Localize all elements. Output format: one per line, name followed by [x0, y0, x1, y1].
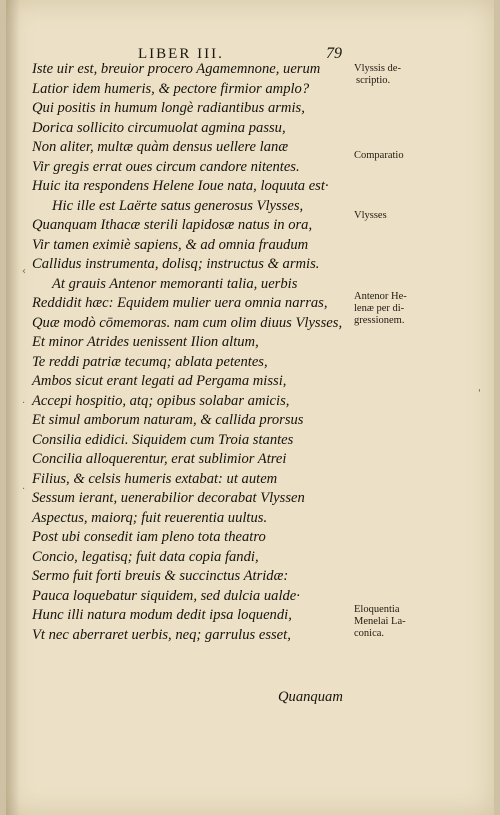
verse-line: Pauca loquebatur siquidem, sed dulcia ualde·	[32, 587, 300, 604]
verse-line: Vt nec aberraret uerbis, neq; garrulus esset,	[32, 626, 291, 643]
margin-note	[354, 210, 434, 222]
margin-tick-mark: '	[478, 388, 481, 399]
verse-line: Et simul amborum naturam, & callida prorsus	[32, 412, 304, 428]
verse-line: Iste uir est, breuior procero Agamemnone, uerum	[32, 61, 321, 77]
verse-line: Vir gregis errat oues circum candore nitentes.	[32, 158, 300, 175]
verse-line: Callidus instrumenta, dolisq; instructus & armis.	[32, 256, 320, 272]
verse-block	[32, 60, 352, 645]
margin-tick-mark: ‹	[22, 266, 26, 277]
verse-line: Quæ modò cōmemoras. nam cum olim diuus Vlysses,	[32, 314, 343, 331]
verse-line: Concio, legatisq; fuit data copia fandi,	[32, 548, 259, 565]
margin-note-line: Antenor He-	[354, 291, 407, 302]
verse-line: Reddidit hæc: Equidem mulier uera omnia narras,	[32, 295, 328, 311]
margin-note-line: scriptio.	[356, 75, 391, 86]
verse-line: At grauis Antenor memoranti talia, uerbis	[52, 275, 298, 292]
margin-note	[354, 291, 434, 327]
verse-line: Aspectus, maiorq; fuit reuerentia uultus.	[32, 509, 268, 526]
verse-line: Latior idem humeris, & pectore firmior amplo?	[32, 80, 310, 97]
verse-line: Dorica sollicito circumuolat agmina passu,	[32, 119, 286, 136]
folio-number: 79	[326, 45, 342, 62]
margin-tick-mark: ·	[22, 398, 26, 409]
margin-note-line: lenæ per di-	[354, 303, 405, 314]
verse-line: Sessum ierant, uenerabilior decorabat Vlyssen	[32, 490, 305, 506]
margin-note-line: Vlysses	[354, 210, 387, 221]
verse-line: Accepi hospitio, atq; opibus solabar amicis,	[32, 392, 290, 409]
margin-note-line: Comparatio	[354, 150, 404, 161]
verse-line: Huic ita respondens Helene Ioue nata, loquuta est·	[32, 178, 329, 194]
verse-line: Hunc illi natura modum dedit ipsa loquendi,	[32, 607, 292, 623]
catchword: Quanquam	[278, 689, 343, 705]
verse-line: Et minor Atrides uenissent Ilion altum,	[32, 334, 259, 350]
verse-line: Te reddi patriæ tecumq; ablata petentes,	[32, 353, 268, 370]
margin-note	[354, 63, 434, 87]
verse-line: Hic ille est Laërte satus generosus Vlysses,	[52, 197, 304, 214]
margin-note-line: Eloquentia	[354, 604, 400, 615]
page-gutter-shadow	[6, 0, 20, 815]
verse-line: Non aliter, multæ quàm densus uellere lanæ	[32, 139, 289, 155]
margin-note-line: Vlyssis de-	[354, 63, 401, 74]
margin-tick-mark: ·	[22, 484, 26, 495]
verse-line: Filius, & celsis humeris extabat: ut autem	[32, 470, 278, 487]
verse-line: Quanquam Ithacæ sterili lapidosæ natus in ora,	[32, 217, 313, 233]
verse-line: Ambos sicut erant legati ad Pergama missi,	[32, 373, 287, 389]
verse-line: Post ubi consedit iam pleno tota theatro	[32, 529, 266, 545]
margin-note	[354, 150, 434, 162]
verse-line: Qui positis in humum longè radiantibus armis,	[32, 100, 305, 116]
verse-line: Vir tamen eximiè sapiens, & ad omnia fraudum	[32, 236, 309, 253]
margin-note	[354, 604, 434, 640]
verse-line: Consilia edidici. Siquidem cum Troia stantes	[32, 431, 294, 448]
margin-note-line: gressionem.	[354, 315, 405, 326]
margin-note-line: conica.	[354, 628, 385, 639]
margin-note-line: Menelai La-	[354, 616, 406, 627]
verse-line: Concilia alloquerentur, erat sublimior Atrei	[32, 451, 287, 467]
running-head: LIBER III.	[138, 46, 224, 62]
verse-line: Sermo fuit forti breuis & succinctus Atridæ:	[32, 568, 289, 584]
